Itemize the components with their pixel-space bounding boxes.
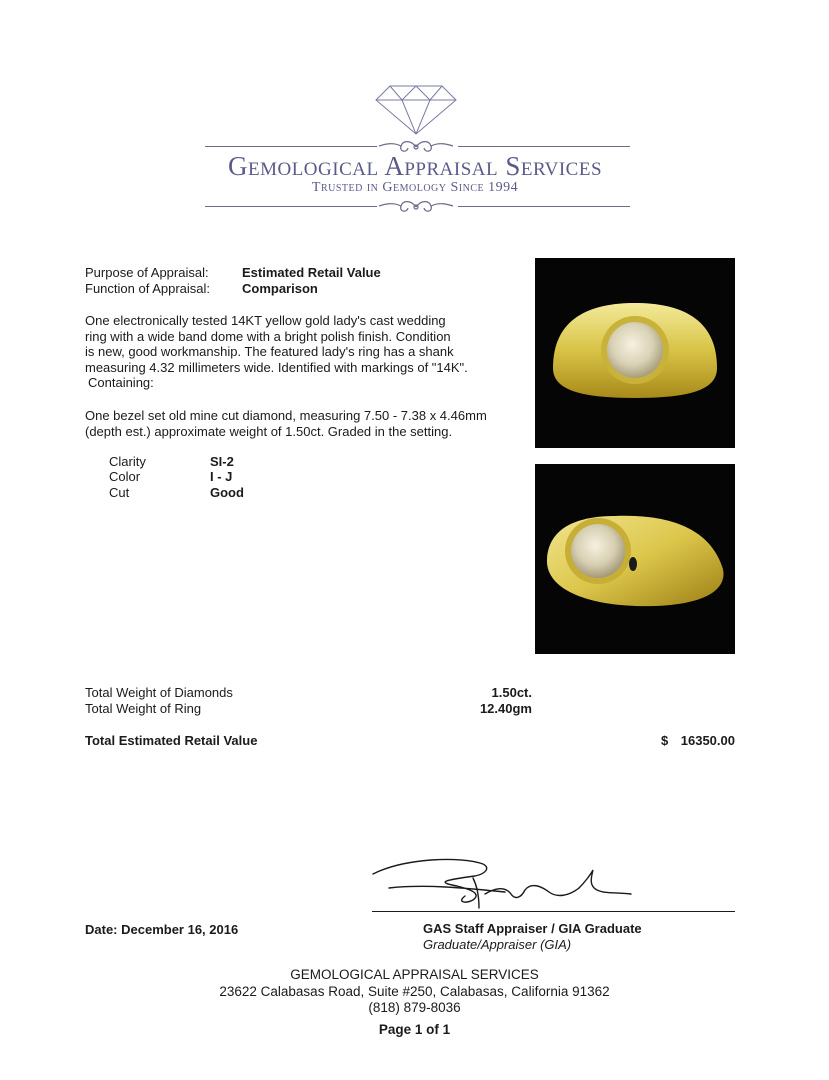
total-retail-value: 16350.00	[680, 733, 735, 748]
header-logo	[0, 0, 829, 230]
scroll-ornament-icon	[375, 198, 457, 216]
total-retail-label: Total Estimated Retail Value	[85, 733, 258, 748]
grade-label-clarity: Clarity	[109, 454, 146, 469]
footer-company: GEMOLOGICAL APPRAISAL SERVICES	[290, 967, 539, 982]
appraiser-title: GAS Staff Appraiser / GIA Graduate	[423, 921, 642, 936]
description-line: ring with a wide band dome with a bright polish finish. Condition	[85, 328, 451, 344]
page-number: Page 1 of 1	[378, 1021, 451, 1037]
footer-phone: (818) 879-8036	[368, 1000, 461, 1015]
company-name: Gemological Appraisal Services	[227, 151, 603, 181]
function-value: Comparison	[242, 281, 318, 296]
grade-label-color: Color	[109, 469, 141, 484]
diamond-description	[85, 408, 515, 439]
diamond-line: One bezel set old mine cut diamond, measuring 7.50 - 7.38 x 4.46mm	[85, 408, 487, 423]
footer	[0, 967, 829, 1038]
header-rule-bottom-left	[205, 206, 377, 207]
appraisal-date: Date: December 16, 2016	[85, 922, 239, 937]
company-tagline: Trusted in Gemology Since 1994	[311, 180, 519, 195]
ring-photo-bottom	[535, 464, 735, 654]
signature-line	[372, 911, 735, 912]
total-diamonds-label: Total Weight of Diamonds	[85, 685, 233, 700]
description-line: One electronically tested 14KT yellow gold lady's cast wedding	[85, 313, 446, 328]
grade-value-clarity: SI-2	[210, 454, 234, 469]
grade-value-color: I - J	[210, 469, 233, 484]
total-ring-label: Total Weight of Ring	[85, 701, 202, 716]
header-rule-top-left	[205, 146, 377, 147]
footer-address: 23622 Calabasas Road, Suite #250, Calabasas, California 91362	[219, 983, 610, 999]
signature-image	[365, 852, 645, 914]
header-rule-bottom-right	[458, 206, 630, 207]
function-label: Function of Appraisal:	[85, 281, 211, 296]
grade-label-cut: Cut	[109, 485, 130, 500]
ring-description	[85, 313, 505, 391]
purpose-label: Purpose of Appraisal:	[85, 265, 209, 280]
grade-value-cut: Good	[210, 485, 244, 500]
diamond-logo-icon	[374, 84, 458, 136]
header-rule-top-right	[458, 146, 630, 147]
purpose-value: Estimated Retail Value	[242, 265, 381, 280]
description-line: measuring 4.32 millimeters wide. Identified with markings of "14K".	[85, 359, 468, 375]
total-ring-value: 12.40gm	[479, 701, 532, 716]
description-line: is new, good workmanship. The featured lady's ring has a shank	[85, 344, 454, 359]
currency-symbol: $	[661, 733, 669, 748]
total-diamonds-value: 1.50ct.	[491, 685, 532, 700]
description-line: Containing:	[88, 375, 154, 390]
appraiser-credential: Graduate/Appraiser (GIA)	[423, 937, 572, 952]
ring-photo-top	[535, 258, 735, 448]
diamond-line: (depth est.) approximate weight of 1.50ct. Graded in the setting.	[85, 423, 453, 439]
